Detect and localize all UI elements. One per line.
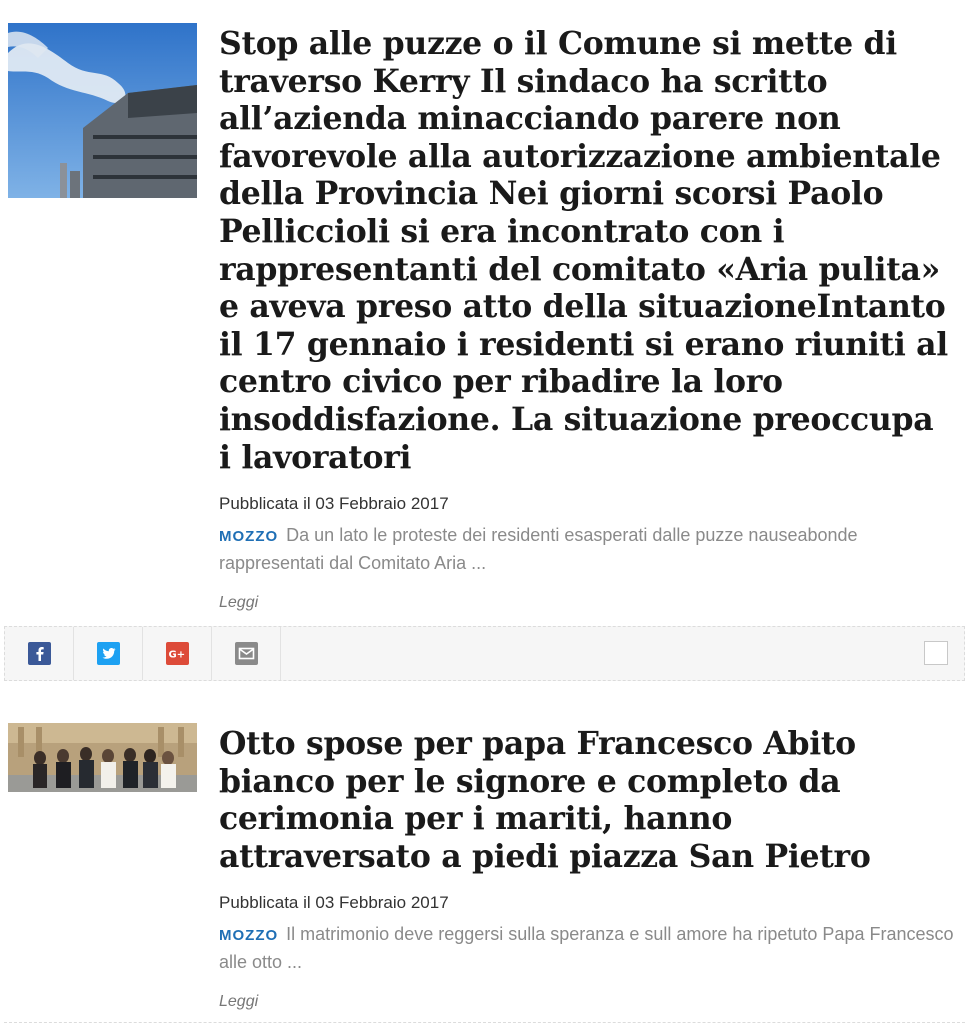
share-facebook-button[interactable] [5, 627, 74, 680]
location-tag: MOZZO [219, 927, 279, 945]
share-google-plus-button[interactable] [143, 627, 212, 680]
select-checkbox[interactable] [924, 641, 948, 665]
location-tag: MOZZO [219, 528, 279, 546]
article-summary [219, 522, 954, 576]
google-plus-icon [166, 642, 189, 665]
share-twitter-button[interactable] [74, 627, 143, 680]
facebook-icon [28, 642, 51, 665]
read-more-link[interactable]: Leggi [219, 594, 259, 612]
article-thumbnail-wedding[interactable] [8, 723, 197, 792]
article-thumbnail-factory[interactable] [8, 23, 197, 198]
publication-date: Pubblicata il 03 Febbraio 2017 [219, 494, 449, 514]
twitter-icon [97, 642, 120, 665]
article-headline[interactable]: Stop alle puzze o il Comune si mette di traverso Kerry Il sindaco ha scritto all’azienda minacciando parere non favorevole alla autorizzazione ambientale della Provincia Nei giorni scorsi Paolo Pelliccioli si era incontrato con i rappresentanti del comitato «Aria pulita» e aveva preso atto della situazioneIntanto il 17 gennaio i residenti si erano riuniti al centro civico per ribadire la loro insoddisfazione. La situazione preoccupa i lavoratori [219, 25, 948, 476]
divider [4, 1022, 965, 1023]
publication-date: Pubblicata il 03 Febbraio 2017 [219, 893, 449, 913]
summary-text: Da un lato le proteste dei residenti esasperati dalle puzze nauseabonde rappresentati dal Comitato Aria ... [219, 525, 858, 574]
svg-text:G+: G+ [168, 649, 185, 661]
article-summary [219, 921, 954, 975]
email-icon [235, 642, 258, 665]
read-more-link[interactable]: Leggi [219, 993, 259, 1011]
article-headline[interactable]: Otto spose per papa Francesco Abito bianco per le signore e completo da cerimonia per i mariti, hanno attraversato a piedi piazza San Pietro [219, 725, 871, 875]
share-email-button[interactable] [212, 627, 281, 680]
summary-text: Il matrimonio deve reggersi sulla speranza e sull amore ha ripetuto Papa Francesco alle otto ... [219, 924, 954, 973]
share-bar [4, 626, 965, 681]
